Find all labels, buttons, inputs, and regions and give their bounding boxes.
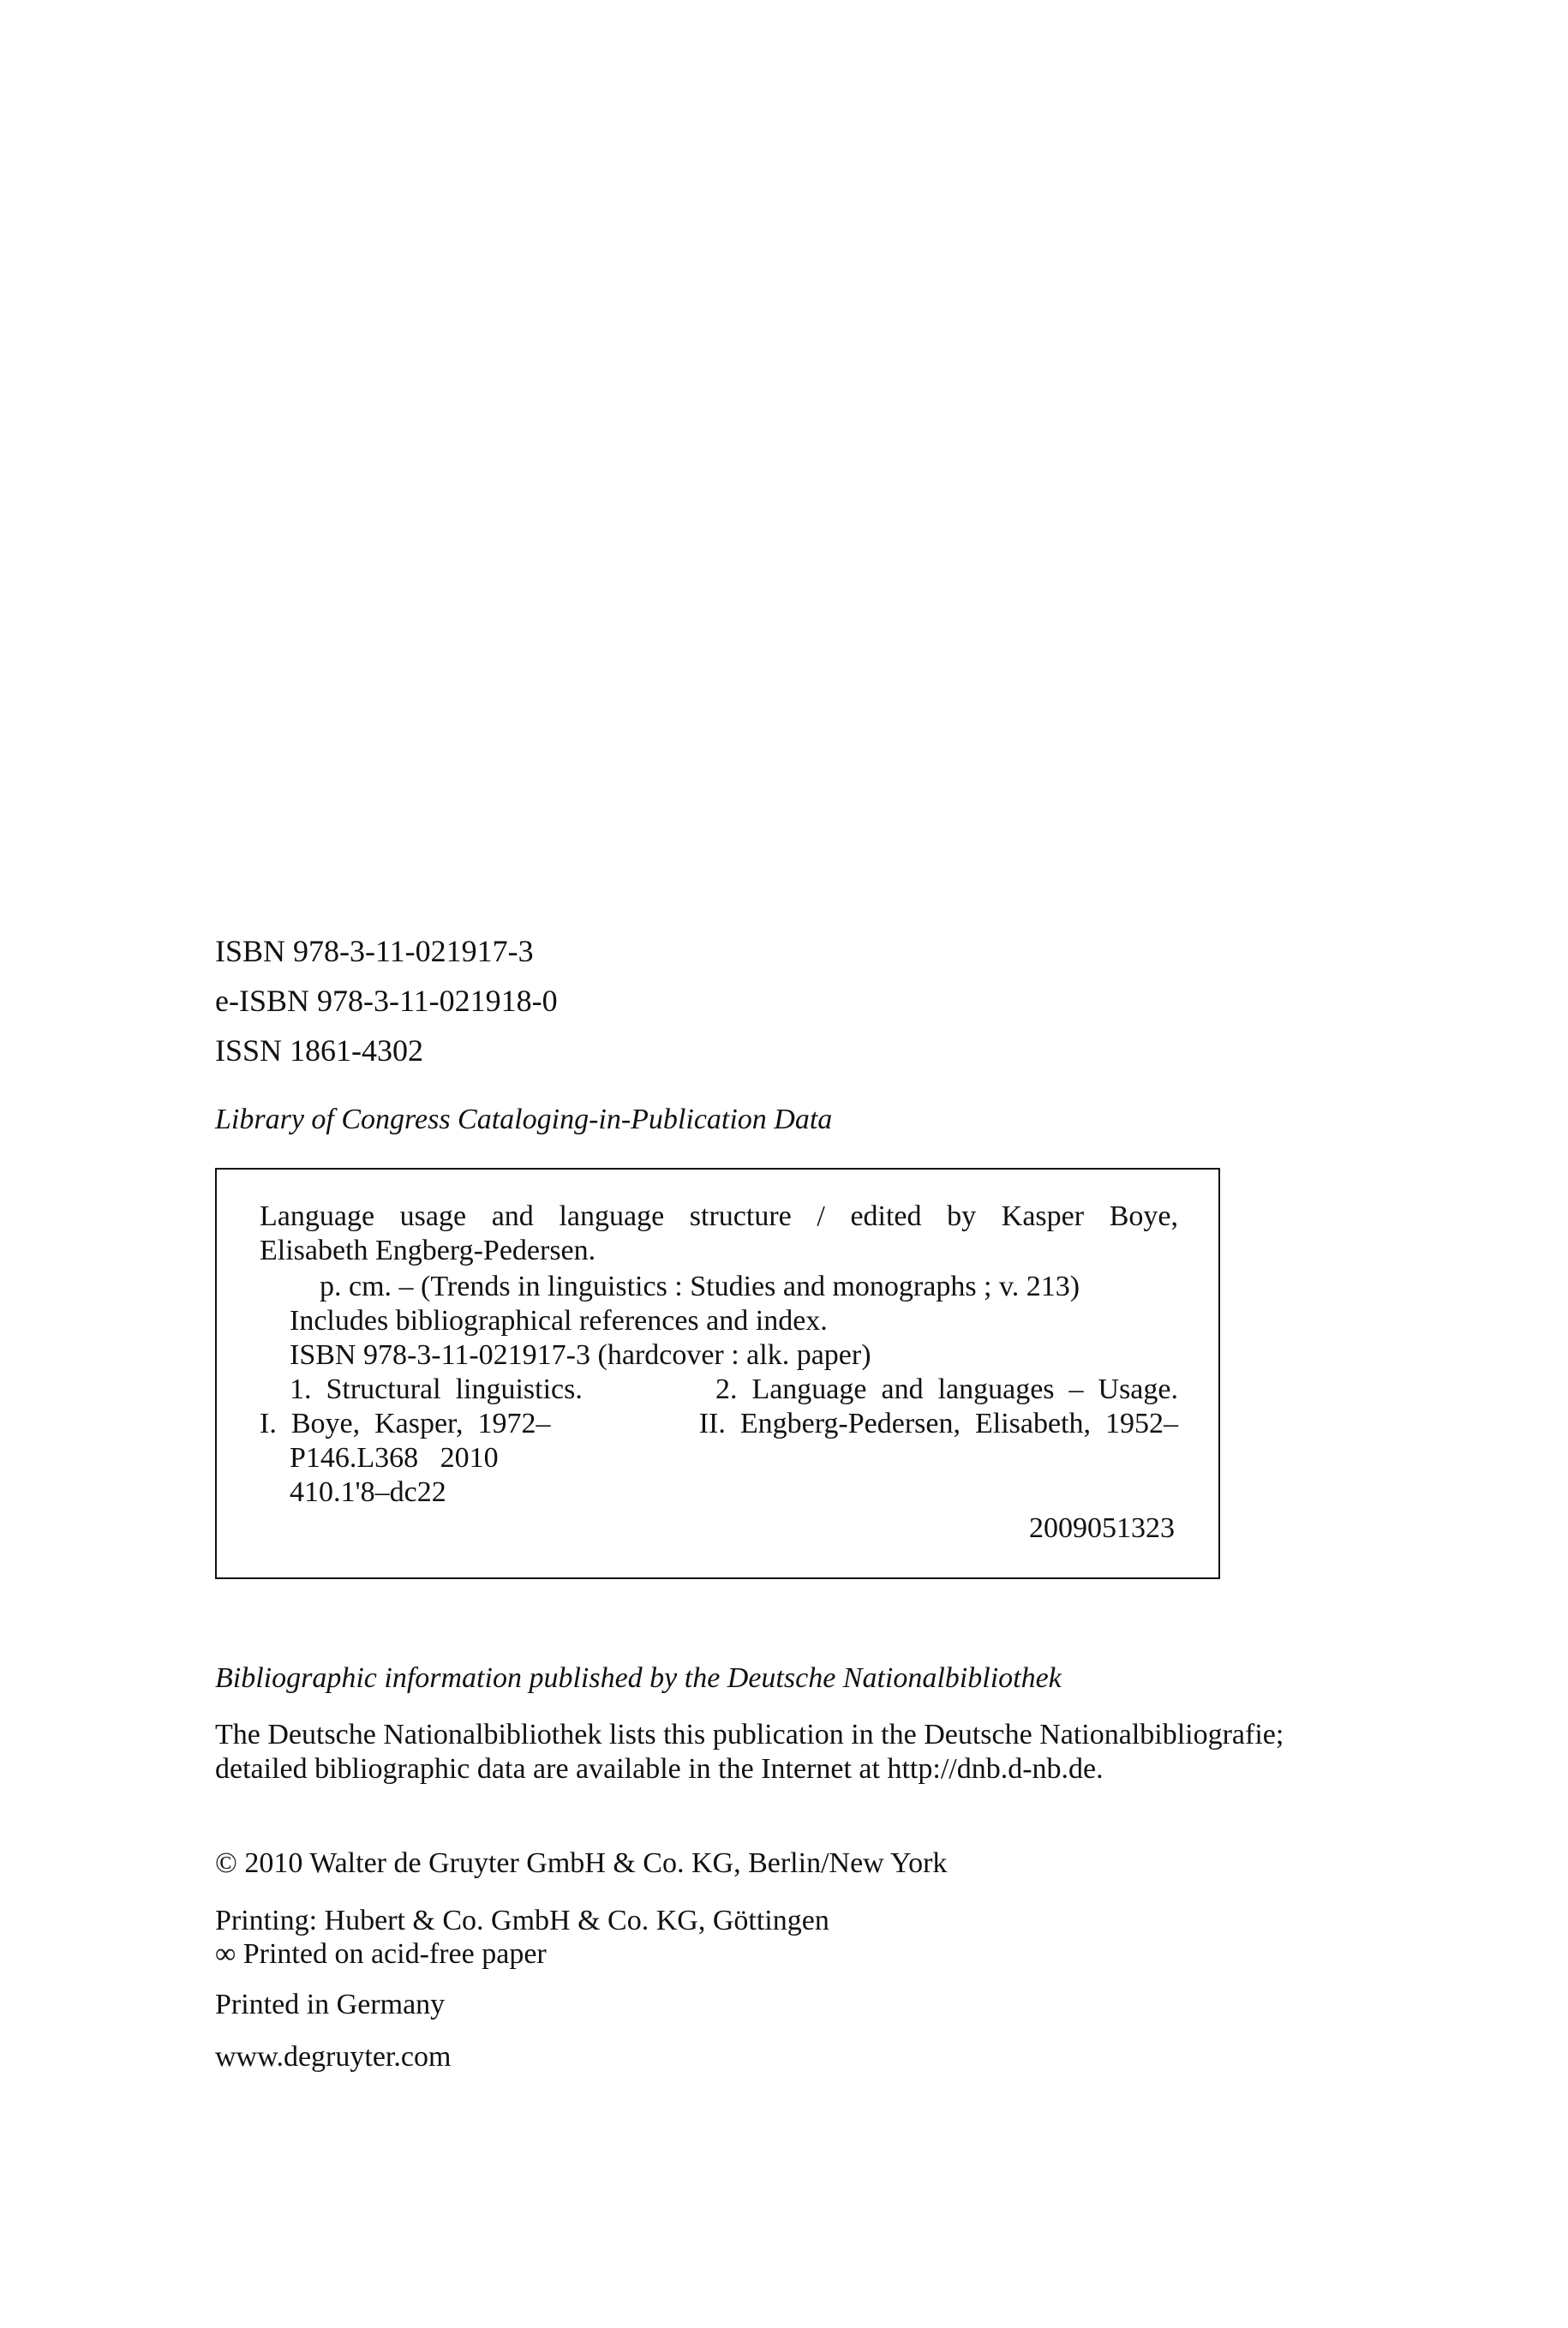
dnb-text-line-1: The Deutsche Nationalbibliothek lists this publication in the Deutsche Nationalbibliografie;	[215, 1719, 1284, 1750]
cip-word: structure	[689, 1200, 792, 1232]
cip-word: and	[491, 1200, 534, 1232]
copyright-line: © 2010 Walter de Gruyter GmbH & Co. KG, Berlin/New York	[215, 1847, 948, 1879]
cip-series-line: p. cm. – (Trends in linguistics : Studies and monographs ; v. 213)	[320, 1271, 1080, 1302]
cip-word: language	[559, 1200, 665, 1232]
dnb-heading: Bibliographic information published by the Deutsche Nationalbibliothek	[215, 1662, 1062, 1694]
cip-word: edited	[850, 1200, 922, 1232]
printing-line: Printing: Hubert & Co. GmbH & Co. KG, Göttingen	[215, 1905, 829, 1936]
cip-control-number: 2009051323	[1029, 1512, 1175, 1544]
cip-word: Language	[260, 1200, 375, 1232]
cip-data-box	[215, 1168, 1220, 1579]
printed-in-line: Printed in Germany	[215, 1989, 446, 2020]
cip-word: Boye,	[1109, 1200, 1178, 1232]
cip-editor-line: Elisabeth Engberg-Pedersen.	[260, 1235, 596, 1266]
cip-word: /	[817, 1200, 825, 1232]
cip-subjects-line	[290, 1375, 1178, 1404]
cip-added-entry-2: II. Engberg-Pedersen, Elisabeth, 1952–	[698, 1408, 1178, 1439]
cip-lc-classification: P146.L368 2010	[290, 1442, 499, 1474]
cip-notes-line: Includes bibliographical references and index.	[290, 1305, 828, 1337]
cip-word: by	[947, 1200, 977, 1232]
cip-word: Kasper	[1001, 1200, 1085, 1232]
cip-isbn-line: ISBN 978-3-11-021917-3 (hardcover : alk. paper)	[290, 1339, 871, 1371]
dnb-text-line-2: detailed bibliographic data are available in the Internet at http://dnb.d-nb.de.	[215, 1753, 1104, 1785]
issn-line: ISSN 1861-4302	[215, 1033, 424, 1068]
eisbn-line: e-ISBN 978-3-11-021918-0	[215, 984, 558, 1018]
website-line: www.degruyter.com	[215, 2041, 452, 2073]
cip-dewey-classification: 410.1'8–dc22	[290, 1476, 446, 1508]
cip-title-line	[260, 1202, 1178, 1231]
cip-added-entries-line	[260, 1409, 1178, 1439]
cip-added-entry-1: I. Boye, Kasper, 1972–	[260, 1408, 551, 1439]
cip-subject-2: 2. Language and languages – Usage.	[715, 1373, 1178, 1405]
cip-heading: Library of Congress Cataloging-in-Publication Data	[215, 1104, 833, 1135]
isbn-line: ISBN 978-3-11-021917-3	[215, 934, 534, 968]
cip-word: usage	[399, 1200, 467, 1232]
acid-free-paper-line: ∞ Printed on acid-free paper	[215, 1938, 547, 1970]
cip-subject-1: 1. Structural linguistics.	[290, 1373, 583, 1405]
